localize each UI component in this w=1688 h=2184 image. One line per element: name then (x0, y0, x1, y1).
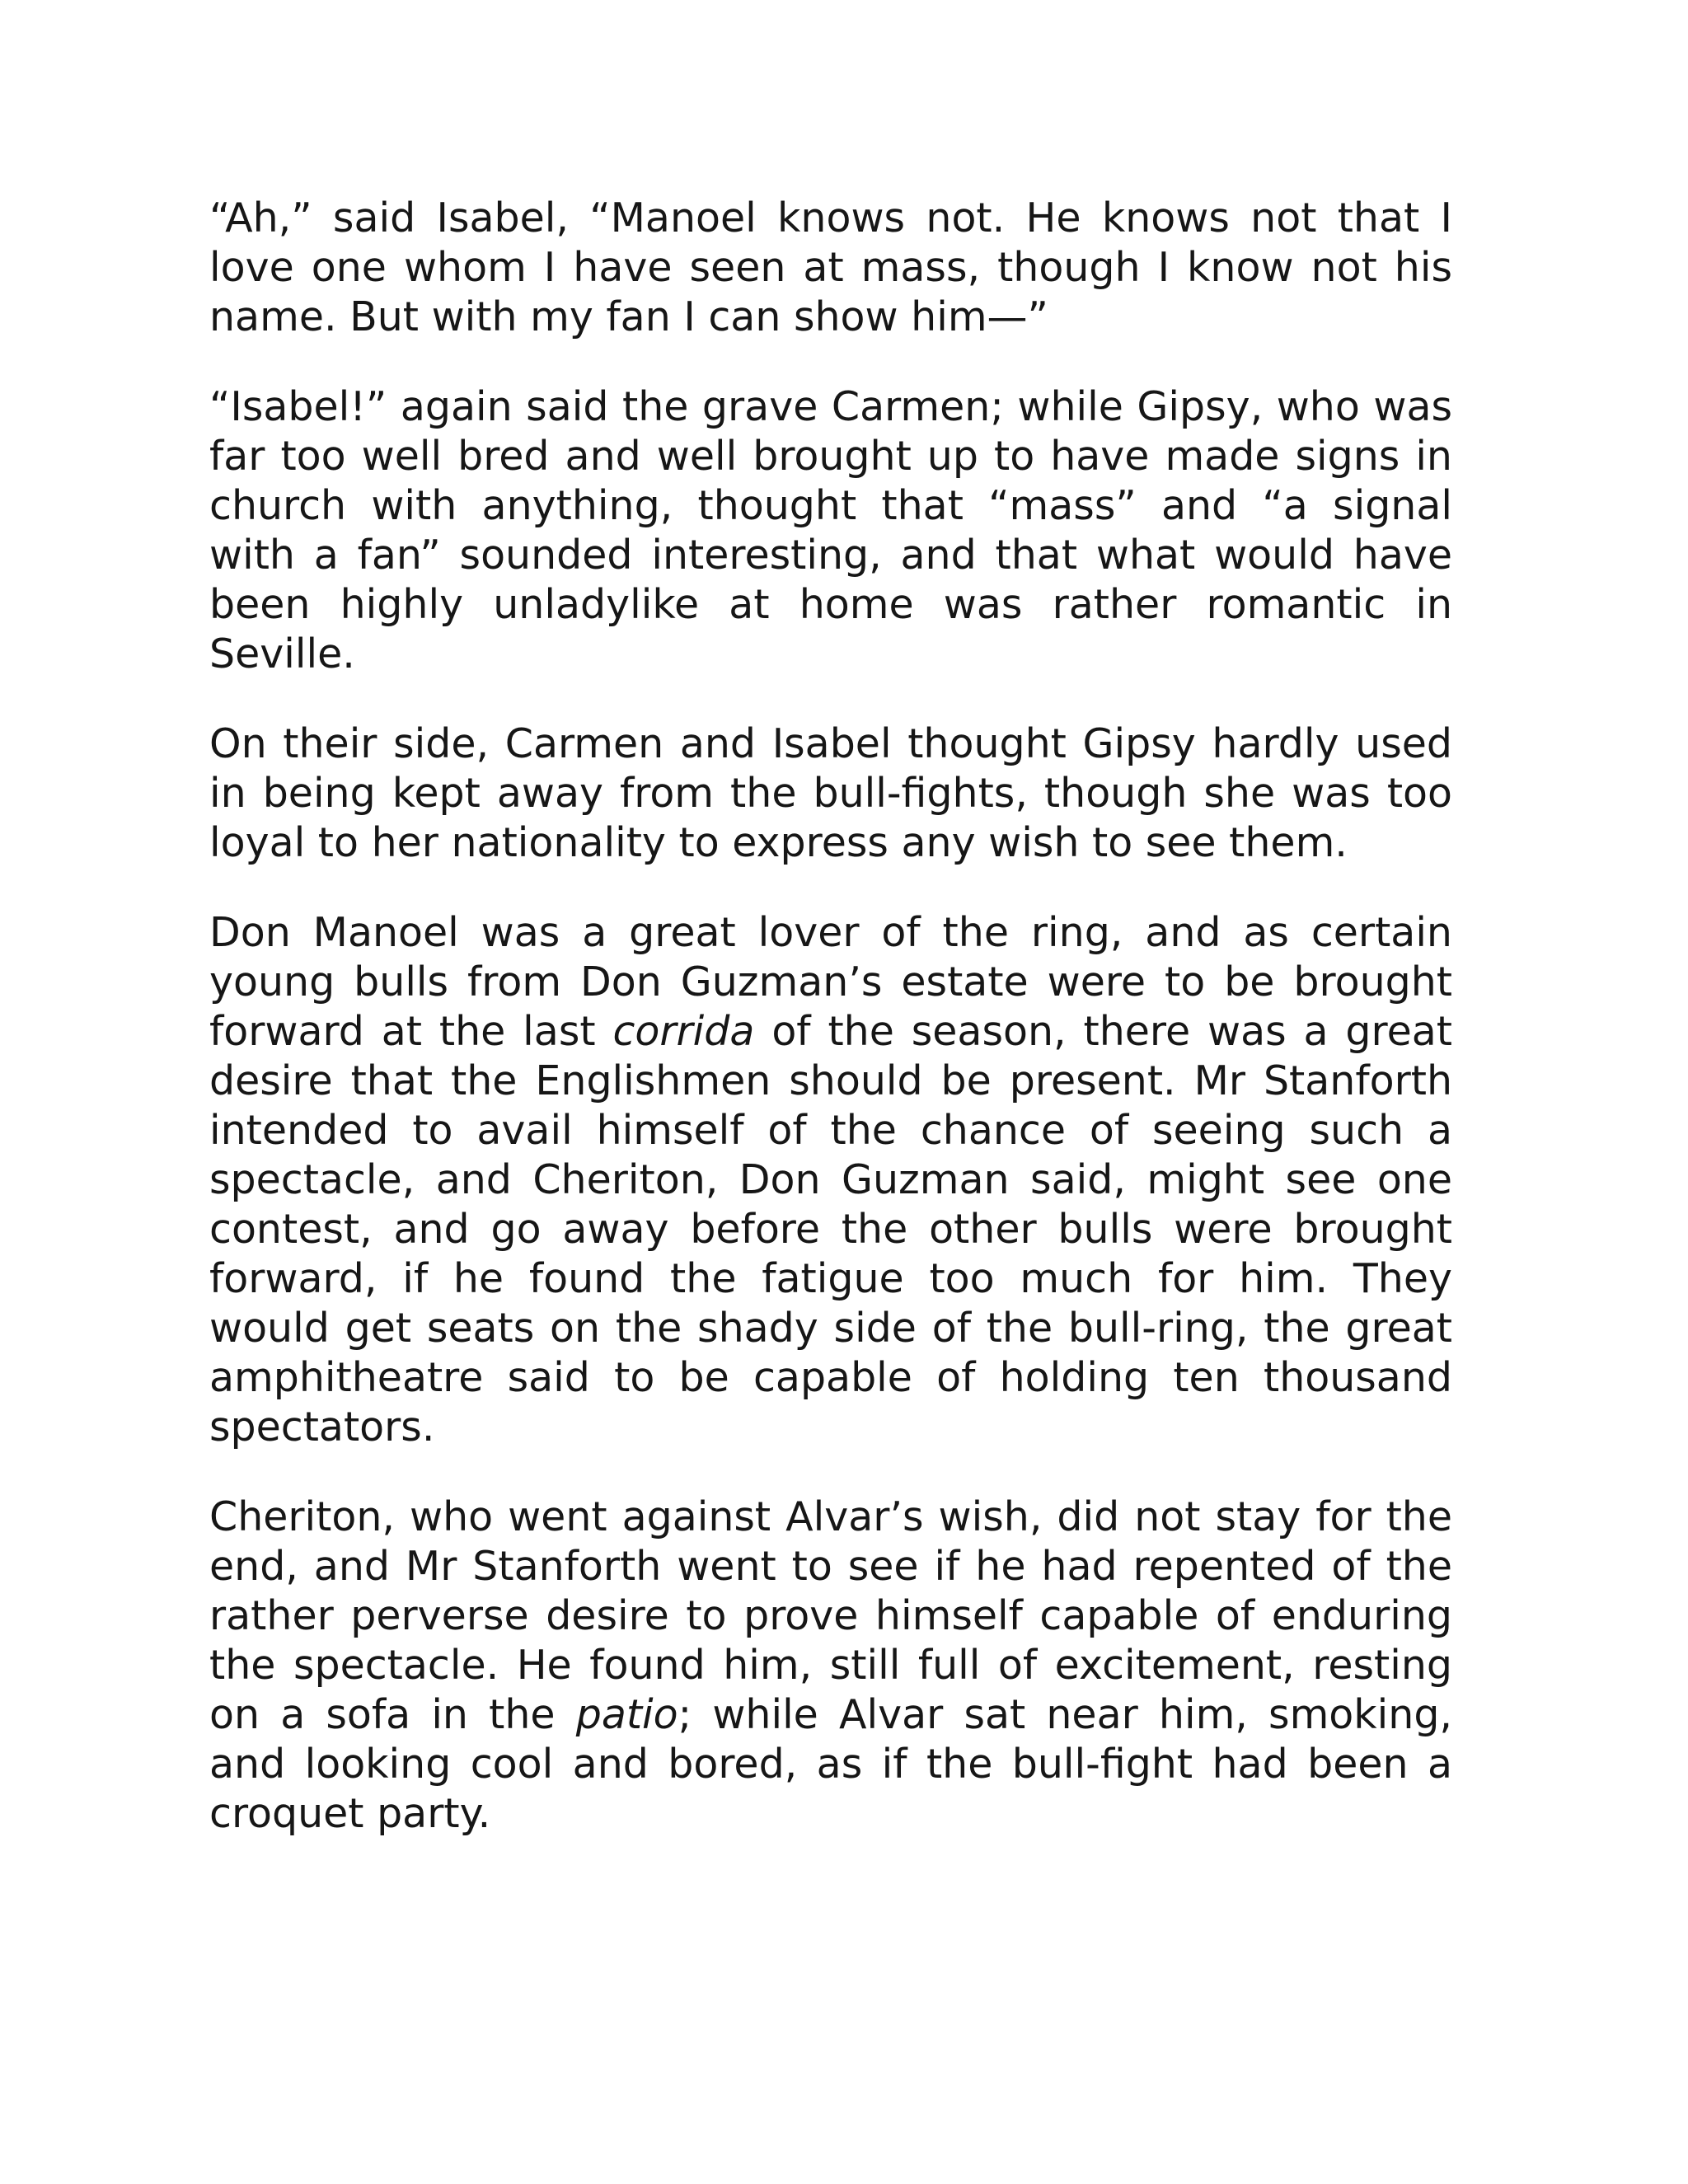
paragraph-2 (209, 382, 1452, 679)
paragraph-5-italic-patio: patio (575, 1691, 678, 1738)
paragraph-4-text-a: Don Manoel was a great lover of the ring, and as certain young bulls from Don Guzman’s estate were to be brought forward at the last (209, 909, 1452, 1055)
paragraph-1 (209, 194, 1452, 342)
paragraph-5 (209, 1493, 1452, 1839)
paragraph-5-text-a: Cheriton, who went against Alvar’s wish, did not stay for the end, and Mr Stanforth went to see if he had repented of the rather perverse desire to prove himself capable of enduring the spectacle. He found him, still full of excitement, resting on a sofa in the (209, 1493, 1452, 1738)
paragraph-1-text: “Ah,” said Isabel, “Manoel knows not. He knows not that I love one whom I have seen at mass, though I know not his name. But with my fan I can show him—” (209, 194, 1452, 340)
paragraph-4-text-b: of the season, there was a great desire that the Englishmen should be present. Mr Stanforth intended to avail himself of the chance of seeing such a spectacle, and Cheriton, Don Guzman said, might see one contest, and go away before the other bulls were brought forward, if he found the fatigue too much for him. They would get seats on the shady side of the bull-ring, the great amphitheatre said to be capable of holding ten thousand spectators. (209, 1008, 1452, 1451)
paragraph-3 (209, 719, 1452, 868)
paragraph-5-text-b: ; while Alvar sat near him, smoking, and looking cool and bored, as if the bull-fight had been a croquet party. (209, 1691, 1452, 1837)
paragraph-4 (209, 908, 1452, 1452)
paragraph-2-text: “Isabel!” again said the grave Carmen; while Gipsy, who was far too well bred and well brought up to have made signs in church with anything, thought that “mass” and “a signal with a fan” sounded interesting, and that what would have been highly unladylike at home was rather romantic in Seville. (209, 383, 1452, 677)
document-page (209, 194, 1452, 1839)
paragraph-3-text: On their side, Carmen and Isabel thought Gipsy hardly used in being kept away from the bull-fights, though she was too loyal to her nationality to express any wish to see them. (209, 720, 1452, 866)
paragraph-4-italic-corrida: corrida (612, 1008, 755, 1055)
